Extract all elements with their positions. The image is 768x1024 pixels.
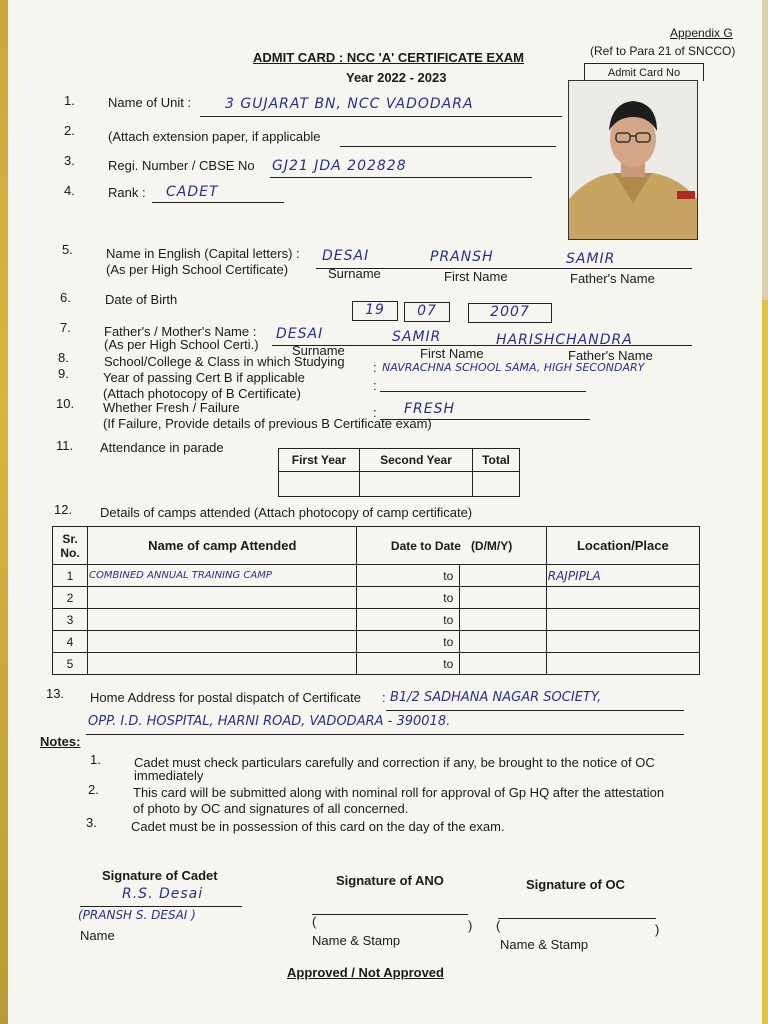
table-row	[53, 631, 700, 653]
rank-underline	[152, 202, 284, 203]
caption-surname: Surname	[292, 343, 345, 358]
field-number: 11.	[56, 438, 74, 453]
field-number: 5.	[62, 242, 73, 257]
caption-first-name: First Name	[420, 346, 484, 361]
camp-name: COMBINED ANNUAL TRAINING CAMP	[88, 565, 357, 587]
approval-status: Approved / Not Approved	[287, 965, 444, 980]
attendance-label: Attendance in parade	[100, 440, 224, 455]
page-edge	[0, 0, 8, 1024]
address-line-1: B1/2 SADHANA NAGAR SOCIETY,	[390, 690, 602, 705]
cadet-signature: R.S. Desai	[122, 886, 204, 902]
cadet-name: (PRANSH S. DESAI )	[78, 908, 196, 922]
attendance-table	[278, 448, 520, 497]
fresh-colon: :	[373, 405, 377, 420]
camp-location	[546, 631, 699, 653]
attendance-col-total: Total	[473, 449, 520, 472]
page-edge-right	[762, 300, 768, 1024]
camp-date-end	[460, 587, 546, 609]
field-number: 4.	[64, 183, 75, 198]
camps-table	[52, 526, 700, 675]
cert-b-label: Year of passing Cert B if applicable	[103, 370, 305, 385]
camp-sr: 4	[53, 631, 88, 653]
caption-surname: Surname	[328, 266, 381, 281]
parent-father-name: HARISHCHANDRA	[496, 332, 633, 348]
field-number: 1.	[64, 93, 75, 108]
ano-paren-open: (	[312, 914, 317, 929]
cadet-first-name: PRANSH	[430, 249, 494, 265]
camp-sr: 5	[53, 653, 88, 675]
name-english-label: Name in English (Capital letters) :	[106, 246, 300, 261]
address-line-2: OPP. I.D. HOSPITAL, HARNI ROAD, VADODARA - 390018.	[88, 714, 451, 729]
dob-year: 2007	[468, 303, 552, 323]
note-number: 1.	[90, 752, 101, 767]
attendance-second-cell	[360, 472, 473, 497]
address-colon: :	[382, 690, 386, 705]
camp-to: to	[357, 609, 460, 631]
field-number: 8.	[58, 350, 69, 365]
unit-value: 3 GUJARAT BN, NCC VADODARA	[225, 96, 474, 112]
ano-name-stamp: Name & Stamp	[312, 933, 401, 948]
table-row	[53, 587, 700, 609]
field-number: 9.	[58, 366, 69, 381]
camp-date-end	[460, 631, 546, 653]
cadet-signature-line	[80, 906, 242, 907]
camp-name	[88, 653, 357, 675]
camp-name	[88, 609, 357, 631]
ano-signature-label: Signature of ANO	[336, 873, 444, 888]
camp-name	[88, 631, 357, 653]
field-number: 6.	[60, 290, 71, 305]
oc-signature-label: Signature of OC	[526, 877, 625, 892]
cadet-photo	[568, 80, 698, 240]
camp-location	[546, 609, 699, 631]
note-number: 3.	[86, 815, 97, 830]
cert-b-colon: :	[373, 378, 377, 393]
camp-to: to	[357, 565, 460, 587]
parent-name-sublabel: (As per High School Certi.)	[104, 337, 259, 352]
field-number: 2.	[64, 123, 75, 138]
camps-header-name: Name of camp Attended	[88, 527, 357, 565]
cadet-photo-image	[569, 81, 697, 239]
oc-paren-close: )	[655, 922, 660, 937]
attendance-col-first: First Year	[279, 449, 360, 472]
camp-date-end	[460, 565, 546, 587]
cadet-signature-label: Signature of Cadet	[102, 868, 218, 883]
extension-label: (Attach extension paper, if applicable	[108, 129, 321, 144]
address-label: Home Address for postal dispatch of Certificate	[90, 690, 361, 705]
field-number: 10.	[56, 396, 75, 411]
field-number: 12.	[54, 502, 73, 517]
caption-father-name: Father's Name	[570, 271, 655, 286]
note-number: 2.	[88, 782, 99, 797]
caption-first-name: First Name	[444, 269, 508, 284]
camps-header-date: Date to Date (D/M/Y)	[357, 527, 546, 565]
camp-location	[546, 653, 699, 675]
oc-signature-line	[498, 918, 656, 919]
oc-name-stamp: Name & Stamp	[500, 937, 589, 952]
attendance-first-cell	[279, 472, 360, 497]
camps-header-location: Location/Place	[546, 527, 699, 565]
note-text: This card will be submitted along with nominal roll for approval of Gp HQ after the attestation	[133, 785, 665, 800]
camp-sr: 2	[53, 587, 88, 609]
fresh-value: FRESH	[404, 401, 456, 417]
field-number: 13.	[46, 686, 65, 701]
note-text-cont: immediately	[134, 768, 204, 783]
caption-father-name: Father's Name	[568, 348, 653, 363]
cadet-father-name: SAMIR	[566, 251, 616, 267]
year-label: Year 2022 - 2023	[346, 70, 447, 85]
cadet-surname: DESAI	[322, 248, 370, 264]
unit-underline	[200, 116, 562, 117]
school-colon: :	[373, 360, 377, 375]
cert-b-sublabel: (Attach photocopy of B Certificate)	[103, 386, 301, 401]
parent-surname: DESAI	[276, 326, 324, 342]
parent-name-label: Father's / Mother's Name :	[104, 324, 257, 339]
camp-sr: 3	[53, 609, 88, 631]
regi-value: GJ21 JDA 202828	[272, 158, 407, 174]
fresh-failure-sublabel: (If Failure, Provide details of previous B Certificate exam)	[103, 416, 432, 431]
rank-value: CADET	[166, 184, 219, 200]
cert-b-underline	[380, 391, 586, 392]
camp-location: RAJPIPLA	[546, 565, 699, 587]
camp-to: to	[357, 653, 460, 675]
note-text-cont: of photo by OC and signatures of all concerned.	[133, 801, 409, 816]
notes-title: Notes:	[40, 734, 81, 749]
attendance-col-second: Second Year	[360, 449, 473, 472]
field-number: 7.	[60, 320, 71, 335]
appendix-label: Appendix G	[670, 26, 733, 40]
camps-label: Details of camps attended (Attach photocopy of camp certificate)	[100, 505, 473, 520]
unit-label: Name of Unit :	[108, 95, 192, 110]
page-title: ADMIT CARD : NCC 'A' CERTIFICATE EXAM	[253, 50, 524, 65]
camp-date-end	[460, 653, 546, 675]
parent-first-name: SAMIR	[392, 329, 442, 345]
ano-signature-line	[312, 914, 468, 915]
camp-sr: 1	[53, 565, 88, 587]
oc-paren-open: (	[496, 918, 501, 933]
field-number: 3.	[64, 153, 75, 168]
table-row	[53, 653, 700, 675]
fresh-underline	[380, 419, 590, 420]
admit-card-no-box: Admit Card No	[584, 63, 704, 81]
note-text: Cadet must be in possession of this card on the day of the exam.	[131, 819, 505, 834]
dob-day: 19	[352, 301, 398, 321]
address-underline-1	[386, 710, 684, 711]
camp-to: to	[357, 631, 460, 653]
regi-label: Regi. Number / CBSE No	[108, 158, 255, 173]
dob-month: 07	[404, 302, 450, 322]
school-label: School/College & Class in which Studying	[104, 354, 345, 369]
dob-label: Date of Birth	[105, 292, 178, 307]
name-english-sublabel: (As per High School Certificate)	[106, 262, 289, 277]
camp-name	[88, 587, 357, 609]
table-row	[53, 609, 700, 631]
rank-label: Rank :	[108, 185, 146, 200]
attendance-total-cell	[473, 472, 520, 497]
ano-paren-close: )	[468, 918, 473, 933]
camp-date-end	[460, 609, 546, 631]
camp-location	[546, 587, 699, 609]
table-row	[53, 565, 700, 587]
extension-underline	[340, 146, 556, 147]
cadet-name-label: Name	[80, 928, 115, 943]
fresh-failure-label: Whether Fresh / Failure	[103, 400, 240, 415]
camp-to: to	[357, 587, 460, 609]
regi-underline	[270, 177, 532, 178]
ref-label: (Ref to Para 21 of SNCCO)	[590, 44, 736, 58]
address-underline-2	[86, 734, 684, 735]
school-value: NAVRACHNA SCHOOL SAMA, HIGH SECONDARY	[382, 361, 645, 374]
camps-header-sr: Sr. No.	[53, 527, 88, 565]
note-text: Cadet must check particulars carefully and correction if any, be brought to the notice of OC	[134, 755, 655, 770]
